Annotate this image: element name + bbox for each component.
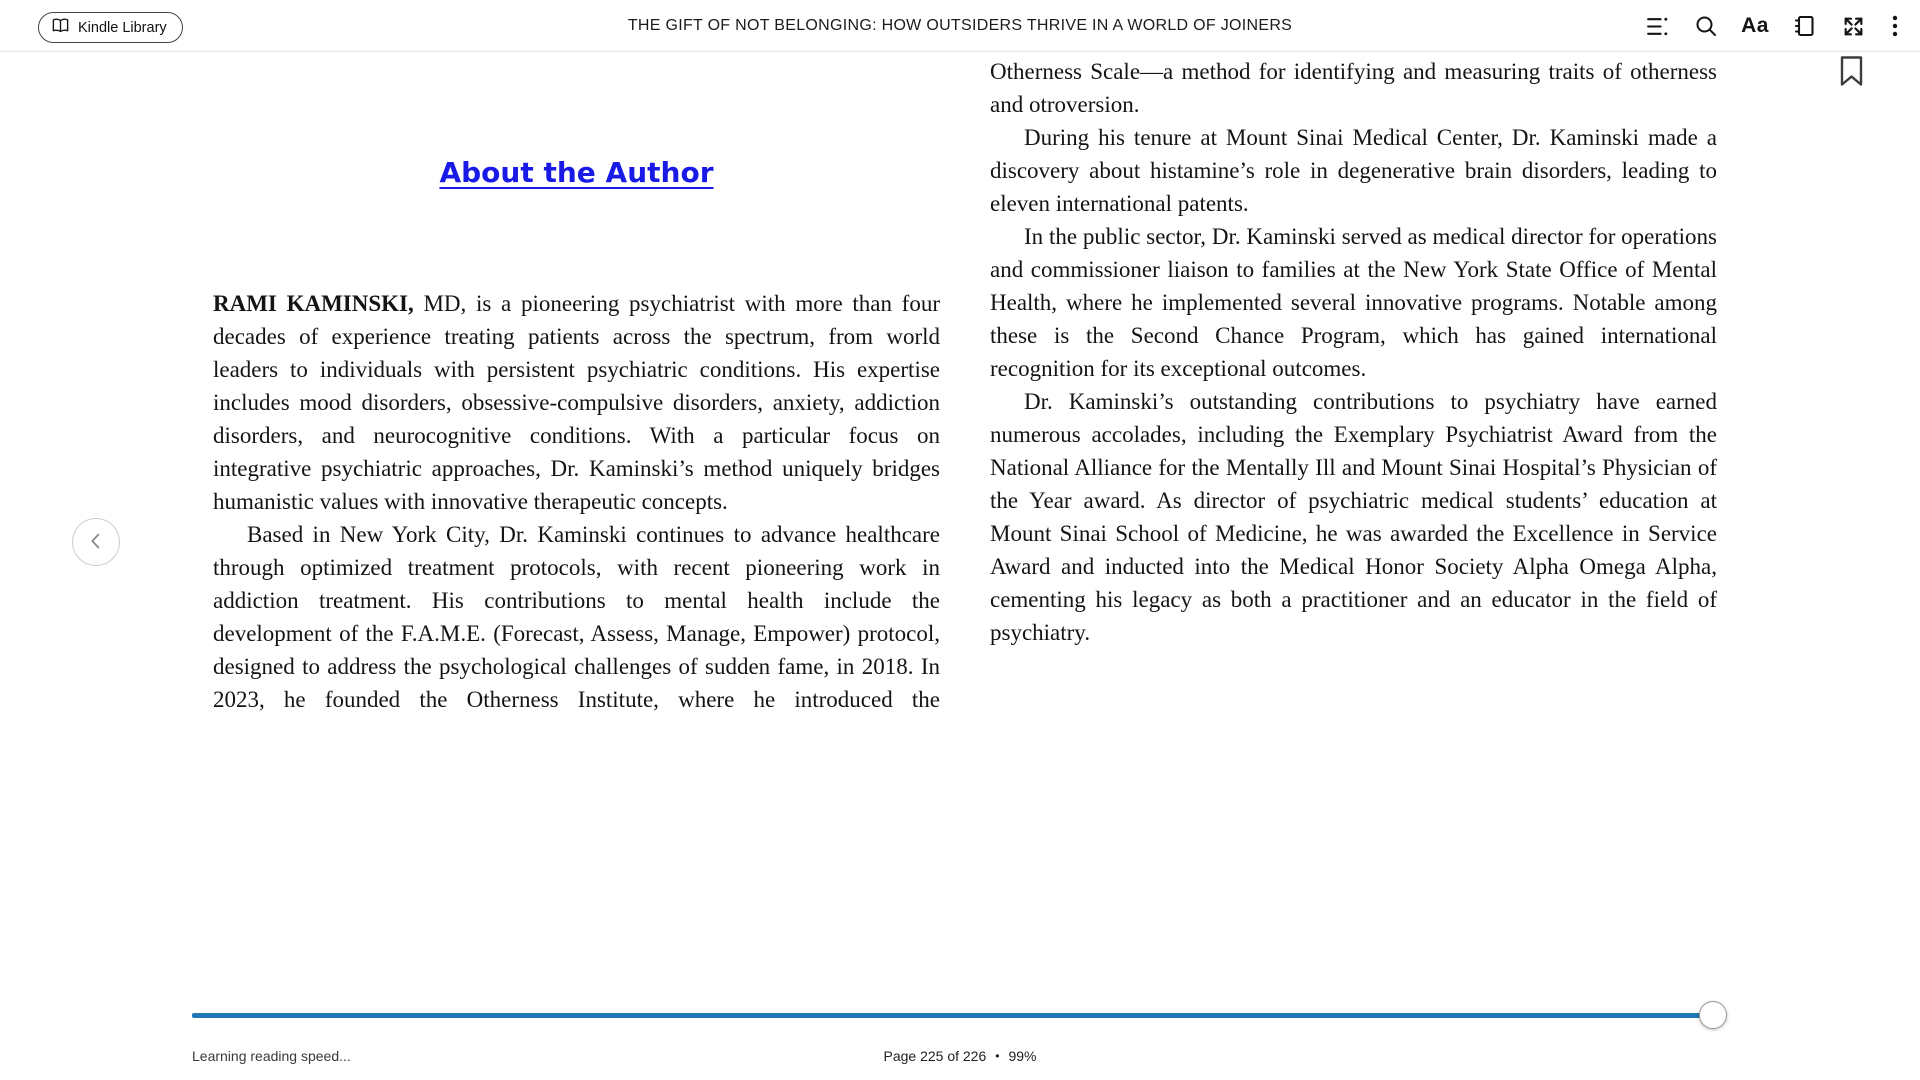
toolbar-icons bbox=[1642, 0, 1903, 52]
font-settings-label: Aa bbox=[1741, 14, 1769, 37]
author-bio-paragraph: Otherness Scale—a method for identifying and measuring traits of otherness and otroversion. bbox=[990, 59, 1717, 117]
author-bio-paragraph: Dr. Kaminski’s outstanding contributions to psychiatry have earned numerous accolades, including the Exemplary Psychiatrist Award from the National Alliance for the Mentally Ill and Mount Sinai Hospital’s Physician of the Year award. As director of psychiatric medical students’ education at Mount Sinai School of Medicine, he was awarded the Excellence in Service Award and inducted into the Medical Honor Society Alpha Omega Alpha, cementing his legacy as both a practitioner and an educator in the field of psychiatry. bbox=[990, 389, 1717, 645]
right-text-column bbox=[990, 55, 1717, 649]
font-settings-icon[interactable] bbox=[1740, 8, 1770, 44]
author-bio-text: MD, is a pioneering psychiatrist with more than four decades of experience treating patients across the spectrum, from world leaders to individuals with persistent psychiatric conditions. His expertise includes mood disorders, obsessive-compulsive disorders, anxiety, addiction disorders, and neurocognitive conditions. With a particular focus on integrative psychiatric approaches, Dr. Kaminski’s method uniquely bridges humanistic values with innovative therapeutic concepts. bbox=[213, 291, 940, 514]
kindle-library-label: Kindle Library bbox=[78, 19, 167, 36]
book-title: THE GIFT OF NOT BELONGING: HOW OUTSIDERS THRIVE IN A WORLD OF JOINERS bbox=[627, 17, 1293, 34]
search-icon[interactable] bbox=[1691, 8, 1721, 44]
percent-read-label: 99% bbox=[1008, 1048, 1037, 1064]
dot-separator: • bbox=[995, 1049, 1000, 1063]
author-bio-paragraph: In the public sector, Dr. Kaminski served as medical director for operations and commissioner liaison to families at the New York State Office of Mental Health, where he implemented several innovative programs. Notable among these is the Second Chance Program, which has gained international recognition for its exceptional outcomes. bbox=[990, 224, 1717, 381]
page-number-label: Page 225 of 226 bbox=[883, 1048, 987, 1064]
kebab-menu-icon[interactable] bbox=[1887, 8, 1903, 44]
author-bio-paragraph: Based in New York City, Dr. Kaminski continues to advance healthcare through optimized treatment protocols, with recent pioneering work in addiction treatment. His contributions to mental health include the development of the F.A.M.E. (Forecast, Assess, Manage, Empower) protocol, designed to address the psychological challenges of sudden fame, in 2018. In 2023, he founded the Otherness Institute, where he introduced the bbox=[213, 522, 940, 712]
chevron-left-icon bbox=[85, 530, 107, 555]
page-position-info bbox=[0, 1048, 1920, 1064]
author-name-lead: RAMI KAMINSKI, bbox=[213, 291, 414, 316]
author-bio-paragraph bbox=[213, 287, 940, 518]
reading-speed-status: Learning reading speed... bbox=[192, 1048, 351, 1064]
top-bar bbox=[0, 0, 1920, 52]
author-bio-paragraph: During his tenure at Mount Sinai Medical Center, Dr. Kaminski made a discovery about histamine’s role in degenerative brain disorders, leading to eleven international patents. bbox=[990, 125, 1717, 216]
progress-fill bbox=[192, 1013, 1705, 1018]
previous-page-button[interactable] bbox=[72, 518, 120, 566]
bookmark-icon[interactable] bbox=[1840, 56, 1863, 87]
reading-progress-bar[interactable] bbox=[192, 1013, 1733, 1018]
chapter-heading-link[interactable]: About the Author bbox=[439, 156, 714, 189]
progress-knob[interactable] bbox=[1699, 1001, 1727, 1029]
toc-list-icon[interactable] bbox=[1642, 8, 1672, 44]
fullscreen-icon[interactable] bbox=[1838, 8, 1868, 44]
notebook-icon[interactable] bbox=[1789, 8, 1819, 44]
left-text-column bbox=[213, 287, 940, 716]
